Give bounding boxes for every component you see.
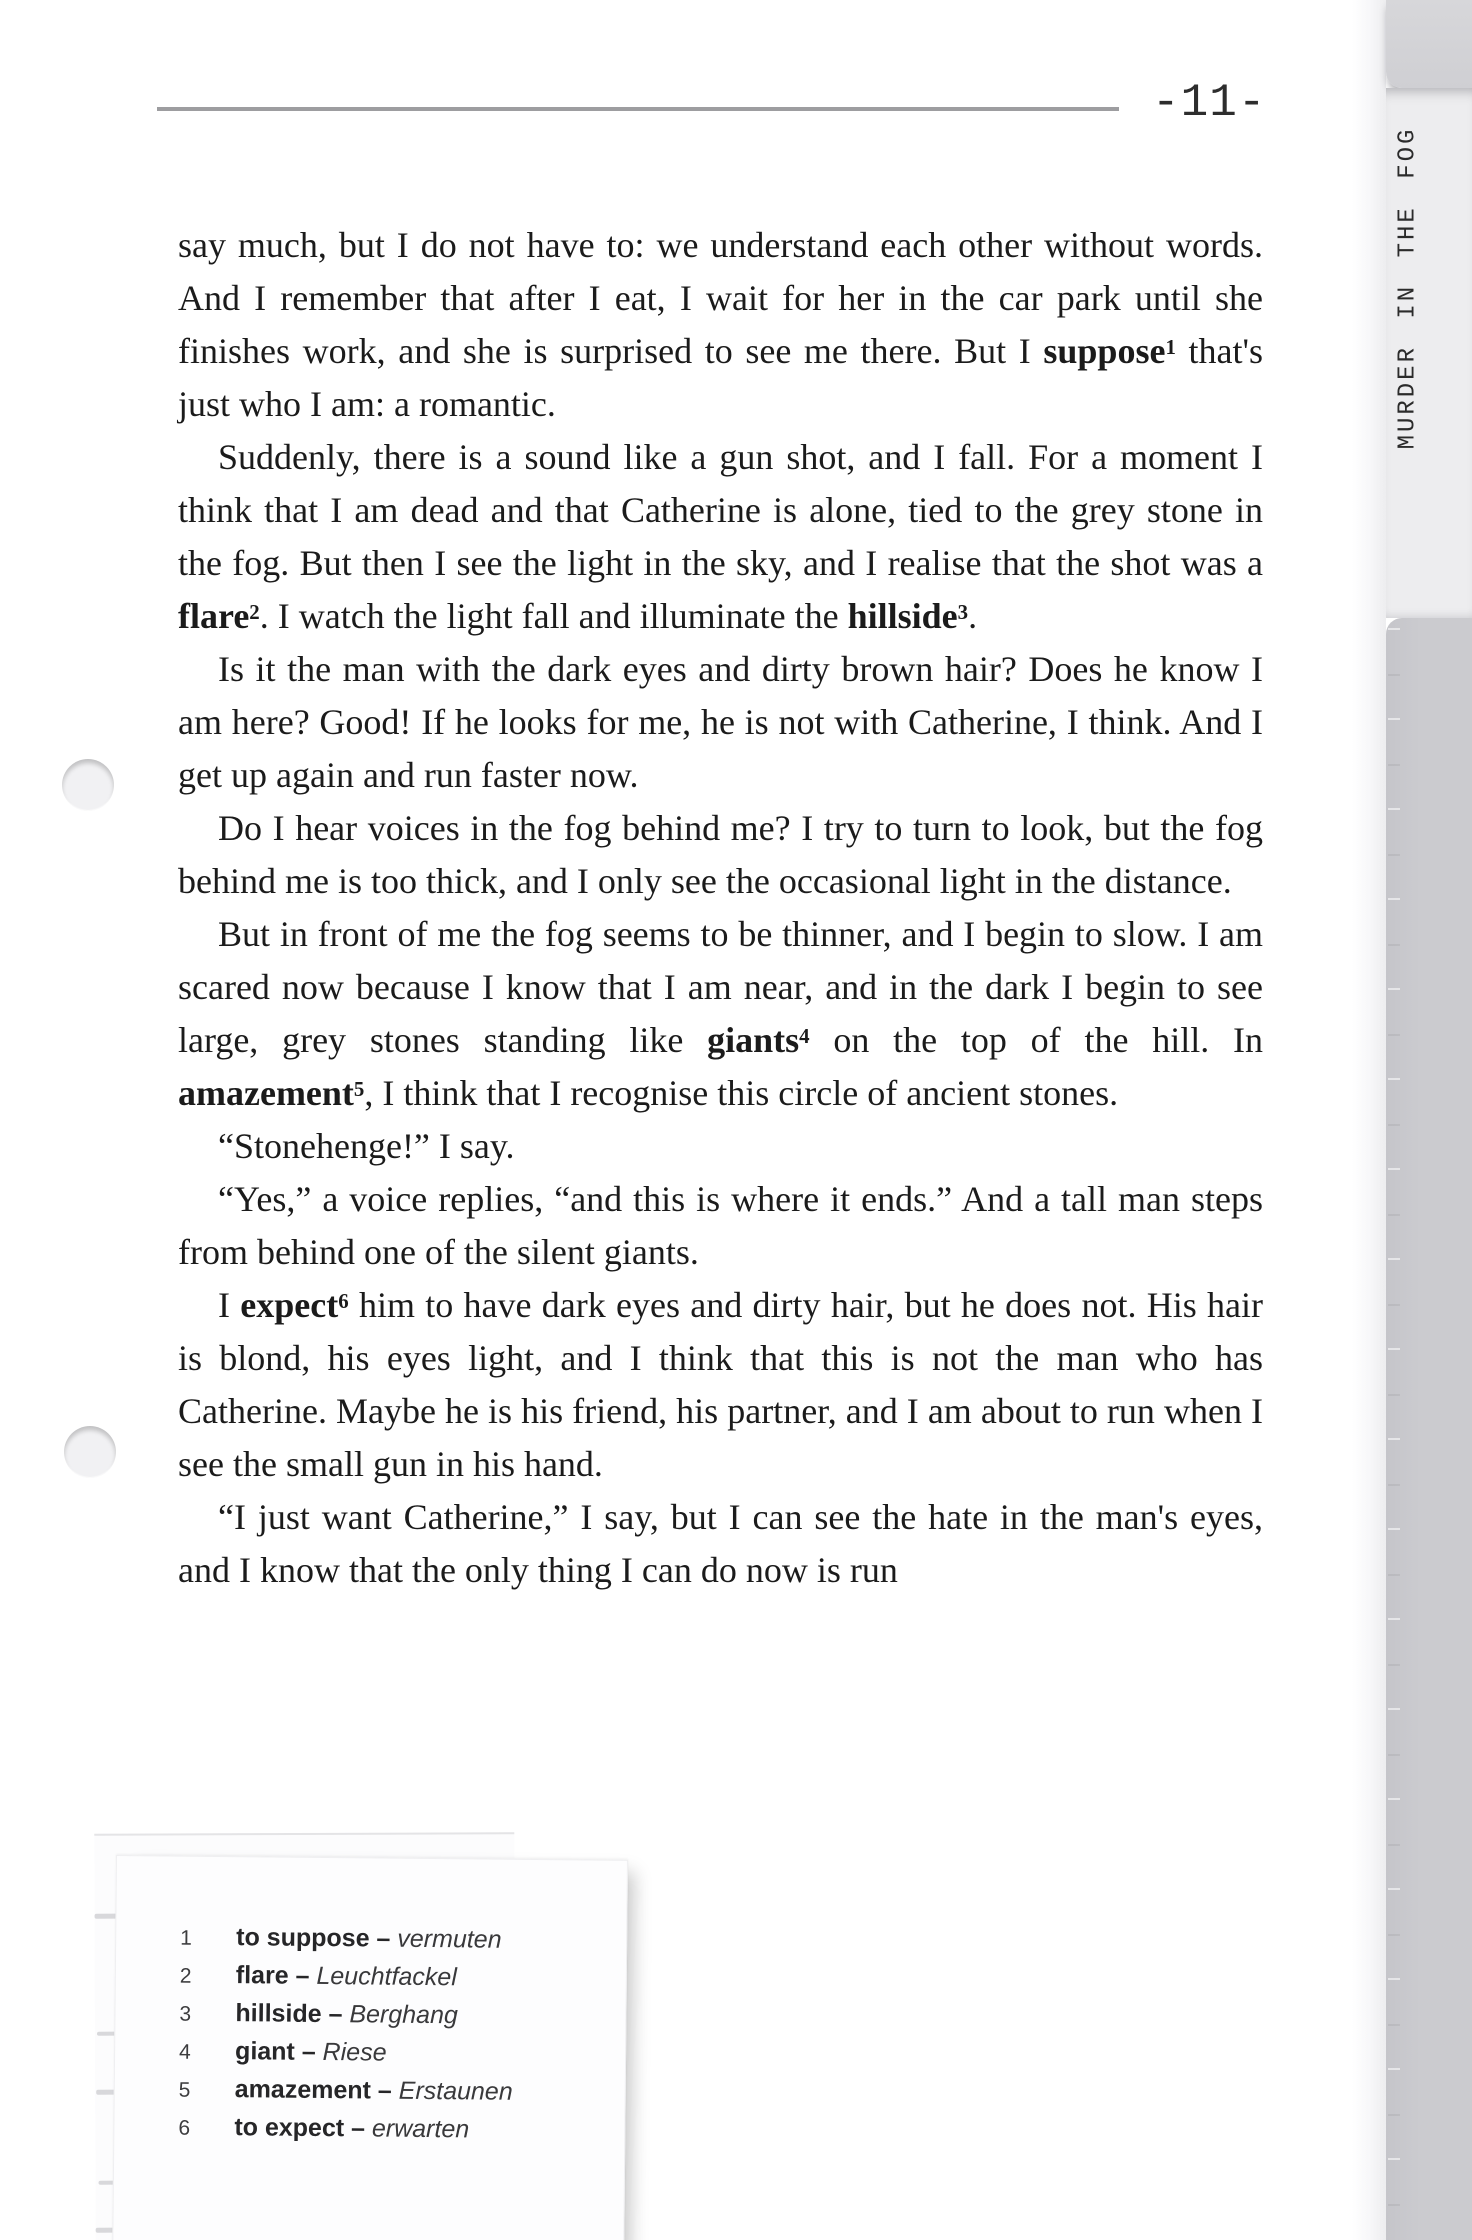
footnote-item	[115, 1994, 625, 2037]
story-run: I	[218, 1285, 241, 1325]
vocab-term: amazement	[178, 1073, 354, 1113]
page-edge-streaks	[1388, 628, 1400, 2230]
footnote-number: 6	[178, 2116, 191, 2140]
book-title-tab-label: MURDER IN THE FOG	[1394, 126, 1422, 450]
story-run: Suddenly, there is a sound like a gun shot, and I fall. For a moment I think that I am dead and that Catherine is alone, tied to the grey stone in the fog. But then I see the light in the sky, and I realise that the shot was a	[178, 437, 1263, 583]
footnote-number: 2	[179, 1964, 192, 1988]
story-paragraph	[178, 908, 1263, 1120]
page-edge	[1352, 0, 1386, 2240]
vocab-term: expect	[240, 1285, 339, 1325]
footnote-translation: erwarten	[371, 2114, 470, 2144]
footnote-term: flare	[235, 1961, 289, 1990]
story-run: Do I hear voices in the fog behind me? I try to turn to look, but the fog behind me is too thick, and I only see the occasional light in the distance.	[178, 808, 1263, 901]
footnote-term: to expect	[234, 2113, 345, 2143]
story-run: “Yes,” a voice replies, “and this is where it ends.” And a tall man steps from behind one of the silent giants.	[178, 1179, 1263, 1272]
binder-hole	[62, 759, 114, 811]
story-paragraph	[178, 1120, 1263, 1173]
footnote-ref: 1	[1165, 334, 1176, 359]
vocab-term: hillside	[847, 596, 958, 636]
vocab-term: suppose	[1043, 331, 1166, 371]
story-run: say much, but I do not have to: we understand each other without words. And I remember that after I eat, I wait for her in the car park until she finishes work, and she is surprised to see me there. But I	[178, 225, 1263, 371]
footnote-ref: 5	[353, 1076, 365, 1101]
vocab-term: giants	[707, 1020, 800, 1060]
footnote-number: 3	[179, 2002, 192, 2026]
story-paragraph	[178, 1491, 1263, 1597]
footnote-list	[114, 1918, 626, 2151]
footnote-item	[115, 2032, 625, 2075]
footnote-number: 4	[179, 2040, 191, 2064]
binder-hole	[64, 1426, 116, 1478]
story-run: “I just want Catherine,” I say, but I can see the hate in the man's eyes, and I know that the only thing I can do now is run	[178, 1497, 1263, 1590]
story-run: him to have dark eyes and dirty hair, but he does not. His hair is blond, his eyes light, and I think that this is not the man who has Catherine. Maybe he is his friend, his partner, and I am about to run when I see the small gun in his hand.	[178, 1285, 1263, 1484]
footnote-separator: –	[370, 2076, 399, 2105]
footnote-separator: –	[288, 1961, 317, 1990]
footnote-number: 5	[178, 2078, 191, 2102]
footnote-card	[112, 1855, 628, 2240]
story-run: . I watch the light fall and illuminate the	[259, 596, 848, 636]
story-run: But in front of me the fog seems to be thinner, and I begin to slow. I am scared now because I know that I am near, and in the dark I begin to see large, grey stones standing like	[178, 914, 1263, 1060]
footnote-separator: –	[369, 1924, 398, 1953]
footnote-ref: 3	[957, 599, 969, 624]
story-run: on the top of the hill. In	[809, 1020, 1263, 1060]
header-rule	[157, 107, 1119, 111]
story-run: Is it the man with the dark eyes and dirty brown hair? Does he know I am here? Good! If he looks for me, he is not with Catherine, I think. And I get up again and run faster now.	[178, 649, 1263, 795]
story-paragraph	[178, 643, 1263, 802]
story-paragraph	[178, 219, 1263, 431]
footnote-item	[115, 2070, 625, 2113]
story-run: .	[968, 596, 978, 636]
footnote-separator: –	[294, 2037, 323, 2066]
footnote-term: amazement	[234, 2075, 372, 2105]
vocab-term: flare	[178, 596, 250, 636]
footnote-separator: –	[344, 2114, 373, 2143]
tab-rail-bottom	[1386, 618, 1472, 2240]
footnote-item	[114, 2108, 624, 2151]
footnote-term: hillside	[235, 1999, 322, 2028]
footnote-translation: Erstaunen	[398, 2076, 513, 2106]
footnote-translation: vermuten	[397, 1924, 502, 1954]
footnote-term: to suppose	[236, 1923, 370, 1953]
story-paragraph	[178, 1173, 1263, 1279]
footnote-number: 1	[180, 1926, 193, 1950]
story-paragraph	[178, 1279, 1263, 1491]
story-paragraph	[178, 431, 1263, 643]
footnote-item	[116, 1918, 626, 1961]
story-text	[178, 219, 1263, 1597]
story-paragraph	[178, 802, 1263, 908]
footnote-ref: 4	[799, 1023, 810, 1048]
footnote-translation: Riese	[322, 2037, 387, 2067]
tab-rail-top	[1386, 0, 1472, 88]
footnote-separator: –	[321, 1999, 350, 2029]
footnote-term: giant	[234, 2037, 295, 2066]
footnote-ref: 6	[338, 1288, 349, 1313]
story-run: , I think that I recognise this circle of ancient stones.	[364, 1073, 1119, 1113]
footnote-item	[116, 1956, 626, 1999]
story-run: “Stonehenge!” I say.	[218, 1126, 515, 1166]
story-run: that's just who I am: a romantic.	[178, 331, 1263, 424]
footnote-ref: 2	[249, 599, 260, 624]
footnote-translation: Leuchtfackel	[316, 1961, 457, 1992]
page-number: -11-	[1152, 77, 1267, 129]
footnote-translation: Berghang	[349, 2000, 458, 2030]
